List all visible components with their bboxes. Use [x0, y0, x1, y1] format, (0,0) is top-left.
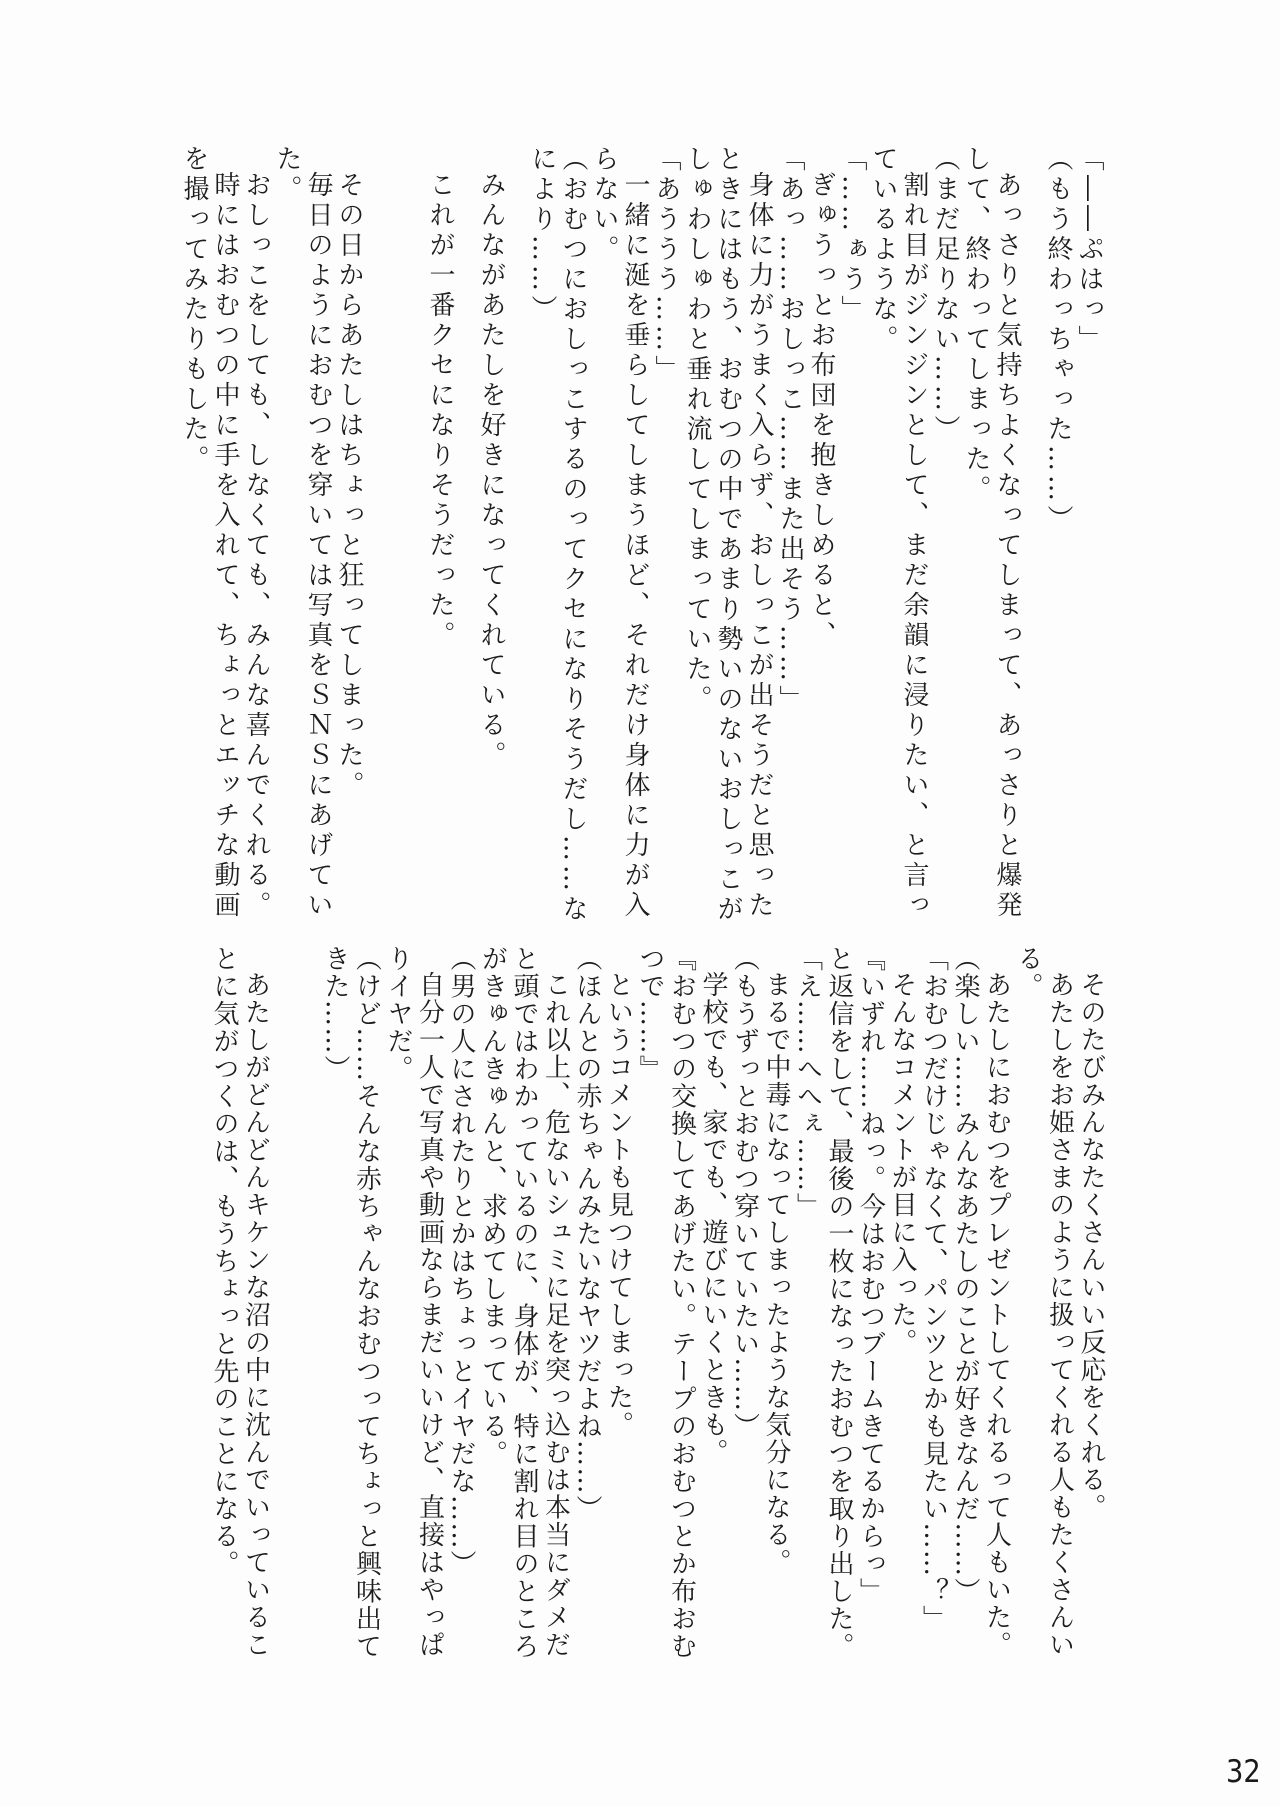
text-line: りイヤだ。 — [383, 945, 413, 1083]
text-line: と返信をして、最後の一枚になったおむつを取り出した。 — [824, 945, 854, 1660]
text-line: 割れ目がジンジンとして、まだ余韻に浸りたい、と言っ — [899, 171, 929, 921]
text-line: あたしをお姫さまのように扱ってくれる人もたくさんい — [1044, 971, 1075, 1659]
text-line: （もう終わっちゃった……） — [1043, 145, 1073, 535]
text-line: （けど……そんな赤ちゃんなおむつってちょっと興味出て — [351, 945, 382, 1660]
text-line: （楽しい……みんなあたしのことが好きなんだ……） — [950, 945, 980, 1605]
text-line: その日からあたしはちょっと狂ってしまった。 — [334, 171, 364, 801]
bottom-text-block — [208, 945, 1107, 1663]
text-line: 『いずれ……ねっ。今はおむつブームきてるからっ」 — [855, 945, 886, 1605]
text-line: 「……ぁう」 — [837, 145, 867, 325]
text-line: （おむつにおしっこするのってクセになりそうだし……な — [558, 145, 588, 925]
page-number: 32 — [1226, 1754, 1261, 1790]
text-line: おしっこをしても、しなくても、みんな喜んでくれる。 — [241, 171, 271, 921]
text-line: （男の人にされたりとかはちょっとイヤだな……） — [446, 945, 476, 1578]
text-line: あたしにおむつをプレゼントしてくれるって人もいた。 — [981, 971, 1012, 1659]
top-text-block — [178, 145, 1104, 957]
text-line: ているような。 — [868, 145, 898, 355]
text-line: を撮ってみたりもした。 — [179, 145, 209, 475]
text-line: あたしがどんどんキケンな沼の中に沈んでいっているこ — [240, 971, 271, 1659]
text-line: 毎日のようにおむつを穿いては写真をＳＮＳにあげてい — [303, 171, 333, 921]
text-line: 「――ぷはっ」 — [1074, 145, 1104, 355]
text-line: （ほんとの赤ちゃんみたいなヤツだよね……） — [572, 945, 602, 1523]
text-line: （もうずっとおむつ穿いていたい……） — [729, 945, 760, 1440]
text-line: により……） — [527, 145, 557, 325]
text-line: 時にはおむつの中に手を入れて、ちょっとエッチな動画 — [210, 171, 240, 921]
text-line: る。 — [1013, 945, 1043, 1000]
text-line: というコメントも見つけてしまった。 — [603, 971, 634, 1439]
text-line: 『おむつの交換してあげたい。テープのおむつとか布おむ — [666, 945, 697, 1660]
text-line: た。 — [272, 145, 302, 205]
text-line: とに気がつくのは、もうちょっと先のことになる。 — [209, 945, 239, 1578]
text-line: 「あううう……」 — [651, 145, 681, 385]
text-line: 「え……へへぇ……」 — [792, 945, 823, 1220]
text-line: がきゅんきゅんと、求めてしまっている。 — [477, 945, 508, 1468]
text-line: これ以上、危ないシュミに足を突っ込むは本当にダメだ — [540, 971, 571, 1659]
text-line: これが一番クセになりそうだった。 — [425, 171, 455, 651]
text-line: ぎゅうっとお布団を抱きしめると、 — [806, 171, 836, 651]
text-line: みんながあたしを好きになってくれている。 — [476, 171, 506, 771]
text-line: して、終わってしまった。 — [961, 145, 991, 505]
text-line: と頭ではわかっているのに、身体が、特に割れ目のところ — [509, 945, 539, 1660]
text-line: きた……） — [320, 945, 350, 1083]
text-line: まるで中毒になってしまったような気分になる。 — [761, 971, 791, 1576]
text-line: 「おむつだけじゃなくて、パンツとかも見たい……？」 — [918, 945, 949, 1633]
text-line: 一緒に涎を垂らしてしまうほど、それだけ身体に力が入 — [620, 171, 650, 921]
text-line: 学校でも、家でも、遊びにいくときも。 — [698, 971, 728, 1466]
text-line: そんなコメントが目に入った。 — [887, 971, 917, 1356]
text-line: 身体に力がうまく入らず、おしっこが出そうだと思った — [744, 171, 774, 921]
text-line: らない。 — [589, 145, 619, 265]
text-line: しゅわしゅわと垂れ流してしまっていた。 — [682, 145, 712, 715]
text-line: あっさりと気持ちよくなってしまって、あっさりと爆発 — [992, 171, 1022, 921]
text-line: そのたびみんなたくさんいい反応をくれる。 — [1076, 971, 1106, 1521]
text-line: （まだ足りない……） — [930, 145, 960, 445]
text-line: 自分一人で写真や動画ならまだいいけど、直接はやっぱ — [414, 971, 445, 1659]
text-line: ときにはもう、おむつの中であまり勢いのないおしっこが — [713, 145, 743, 925]
text-line: 「あっ……おしっこ……また出そう……」 — [775, 145, 805, 715]
text-line: つで……』 — [635, 945, 665, 1083]
